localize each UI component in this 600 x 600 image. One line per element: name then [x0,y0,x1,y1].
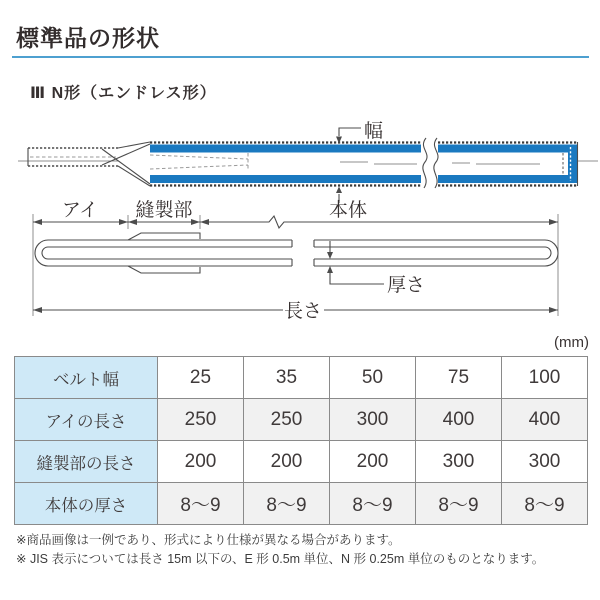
row-header-body-thickness: 本体の厚さ [15,483,158,525]
body-label: 本体 [328,200,368,221]
table-cell: 8～9 [502,483,588,525]
table-cell: 25 [158,357,244,399]
spec-table [14,356,588,525]
table-row [15,483,588,525]
length-label: 長さ [283,301,323,322]
unit-label: (mm) [554,334,589,351]
width-label: 幅 [364,121,384,142]
thickness-label: 厚さ [387,275,426,296]
table-cell: 400 [416,399,502,441]
row-header-sewn-length: 縫製部の長さ [15,441,158,483]
table-cell: 200 [330,441,416,483]
table-row [15,399,588,441]
page-title: 標準品の形状 [16,25,160,51]
table-cell: 200 [158,441,244,483]
section-subtitle: Ⅲ N形（エンドレス形） [30,85,217,102]
footnote-product-image: ※商品画像は一例であり、形式により仕様が異なる場合があります。 [16,533,401,547]
row-header-eye-length: アイの長さ [15,399,158,441]
table-cell: 300 [330,399,416,441]
belt-flat-view [18,120,598,203]
table-cell: 8～9 [158,483,244,525]
table-cell: 75 [416,357,502,399]
belt-diagrams [0,105,600,330]
eye-label: アイ [61,200,99,221]
table-cell: 8～9 [416,483,502,525]
table-cell: 250 [158,399,244,441]
table-cell: 400 [502,399,588,441]
table-cell: 200 [244,441,330,483]
table-cell: 250 [244,399,330,441]
sewn-section-label: 縫製部 [135,200,193,221]
table-cell: 8～9 [244,483,330,525]
belt-side-view [33,199,558,322]
table-cell: 300 [416,441,502,483]
table-cell: 100 [502,357,588,399]
table-row [15,357,588,399]
footnotes [16,531,544,569]
title-underline-divider [12,56,589,58]
table-cell: 50 [330,357,416,399]
row-header-belt-width: ベルト幅 [15,357,158,399]
table-row [15,441,588,483]
table-cell: 35 [244,357,330,399]
table-cell: 300 [502,441,588,483]
table-cell: 8～9 [330,483,416,525]
footnote-jis: ※ JIS 表示については長さ 15m 以下の、E 形 0.5m 単位、N 形 0.25m 単位のものとなります。 [16,552,545,566]
